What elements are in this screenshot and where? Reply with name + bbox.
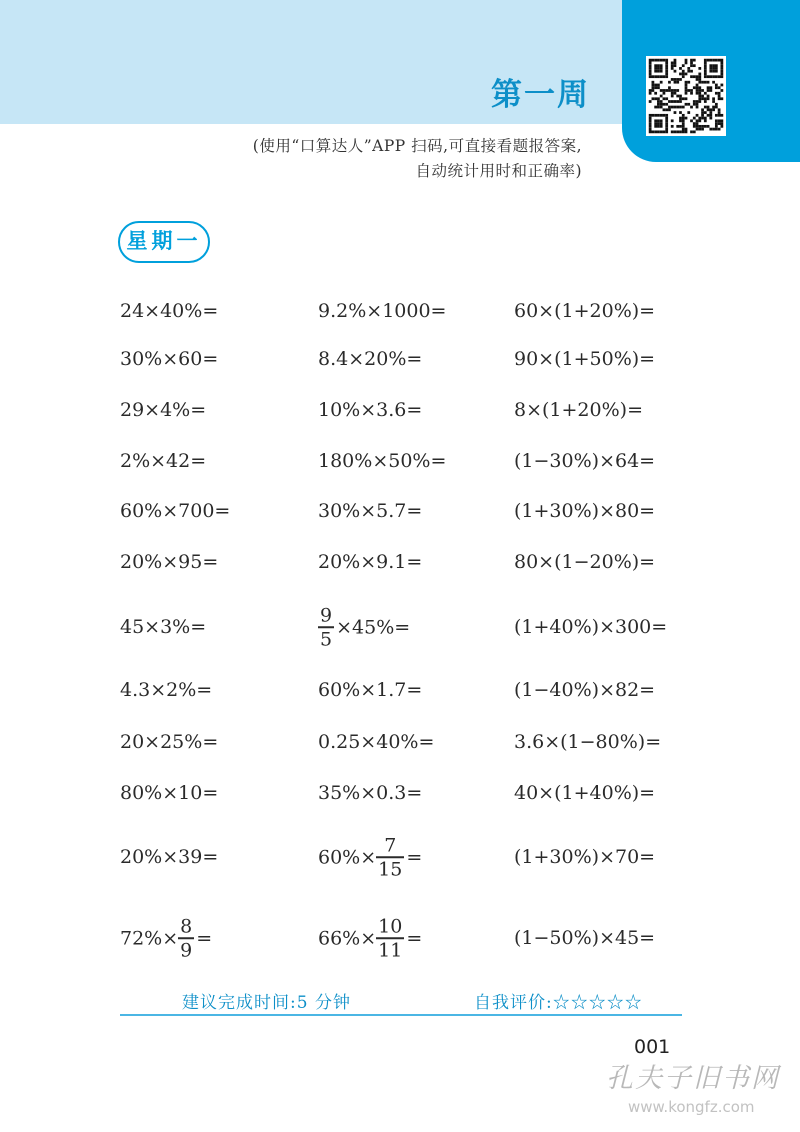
problem-r6-c3: 80×(1−20%)= bbox=[514, 551, 656, 573]
problem-r10-c1: 80%×10= bbox=[120, 782, 219, 804]
problem-suffix: = bbox=[406, 846, 423, 868]
problem-r9-c1: 20×25%= bbox=[120, 731, 219, 753]
problem-r5-c2: 30%×5.7= bbox=[318, 500, 423, 522]
watermark-text: 孔夫子旧书网 bbox=[606, 1063, 780, 1094]
problem-r10-c2: 35%×0.3= bbox=[318, 782, 423, 804]
qr-code-icon[interactable] bbox=[646, 56, 726, 136]
fraction-denominator: 5 bbox=[320, 627, 333, 650]
problem-prefix: 72%× bbox=[120, 927, 179, 949]
problem-r4-c3: (1−30%)×64= bbox=[514, 450, 656, 472]
problem-r12-c1 bbox=[120, 915, 212, 961]
fraction-denominator: 9 bbox=[180, 938, 193, 961]
problem-prefix: 66%× bbox=[318, 927, 377, 949]
fraction-numerator: 7 bbox=[384, 834, 397, 857]
problem-r12-c3: (1−50%)×45= bbox=[514, 927, 656, 949]
problem-r12-c2 bbox=[318, 915, 422, 961]
page-number: 001 bbox=[634, 1036, 671, 1058]
fraction-denominator: 15 bbox=[378, 857, 403, 880]
problem-r10-c3: 40×(1+40%)= bbox=[514, 782, 656, 804]
instruction-note-line1: (使用“口算达人”APP 扫码,可直接看题报答案, bbox=[252, 137, 582, 155]
week-title: 第一周 bbox=[491, 77, 590, 113]
suggested-time: 建议完成时间:5 分钟 bbox=[182, 993, 351, 1013]
problem-r4-c1: 2%×42= bbox=[120, 450, 207, 472]
self-evaluation bbox=[474, 988, 643, 1013]
fraction bbox=[178, 915, 194, 961]
problem-r6-c2: 20%×9.1= bbox=[318, 551, 423, 573]
star-rating[interactable]: ☆☆☆☆☆ bbox=[552, 993, 643, 1013]
problem-r2-c3: 90×(1+50%)= bbox=[514, 348, 656, 370]
problem-suffix: = bbox=[196, 927, 213, 949]
fraction bbox=[376, 834, 404, 880]
problem-r5-c3: (1+30%)×80= bbox=[514, 500, 656, 522]
fraction bbox=[376, 915, 404, 961]
problem-r1-c1: 24×40%= bbox=[120, 300, 219, 322]
problem-r9-c2: 0.25×40%= bbox=[318, 731, 435, 753]
footer-divider bbox=[120, 1014, 682, 1016]
problem-suffix: ×45%= bbox=[336, 616, 411, 638]
problem-r4-c2: 180%×50%= bbox=[318, 450, 447, 472]
problem-r9-c3: 3.6×(1−80%)= bbox=[514, 731, 662, 753]
problem-suffix: = bbox=[406, 927, 423, 949]
problem-r8-c2: 60%×1.7= bbox=[318, 679, 423, 701]
problem-r3-c3: 8×(1+20%)= bbox=[514, 399, 643, 421]
fraction-numerator: 8 bbox=[180, 915, 193, 938]
problem-r8-c1: 4.3×2%= bbox=[120, 679, 213, 701]
problem-r7-c3: (1+40%)×300= bbox=[514, 616, 668, 638]
fraction-numerator: 9 bbox=[320, 604, 333, 627]
problem-r1-c2: 9.2%×1000= bbox=[318, 300, 447, 322]
fraction-denominator: 11 bbox=[378, 938, 403, 961]
self-evaluation-label: 自我评价: bbox=[474, 993, 553, 1013]
problem-r7-c2 bbox=[318, 604, 410, 650]
problem-r1-c3: 60×(1+20%)= bbox=[514, 300, 656, 322]
problem-r2-c1: 30%×60= bbox=[120, 348, 219, 370]
problem-r8-c3: (1−40%)×82= bbox=[514, 679, 656, 701]
problem-r11-c2 bbox=[318, 834, 422, 880]
problem-r5-c1: 60%×700= bbox=[120, 500, 231, 522]
fraction bbox=[318, 604, 334, 650]
fraction-numerator: 10 bbox=[378, 915, 403, 938]
problem-r6-c1: 20%×95= bbox=[120, 551, 219, 573]
watermark-url: www.kongfz.com bbox=[628, 1098, 755, 1116]
problem-r11-c3: (1+30%)×70= bbox=[514, 846, 656, 868]
problem-r3-c2: 10%×3.6= bbox=[318, 399, 423, 421]
problem-prefix: 60%× bbox=[318, 846, 377, 868]
problem-r3-c1: 29×4%= bbox=[120, 399, 207, 421]
problem-r2-c2: 8.4×20%= bbox=[318, 348, 423, 370]
instruction-note-line2: 自动统计用时和正确率) bbox=[415, 162, 582, 180]
problem-r11-c1: 20%×39= bbox=[120, 846, 219, 868]
qr-code-graphic bbox=[646, 56, 726, 136]
day-badge: 星期一 bbox=[118, 221, 210, 263]
problem-r7-c1: 45×3%= bbox=[120, 616, 207, 638]
